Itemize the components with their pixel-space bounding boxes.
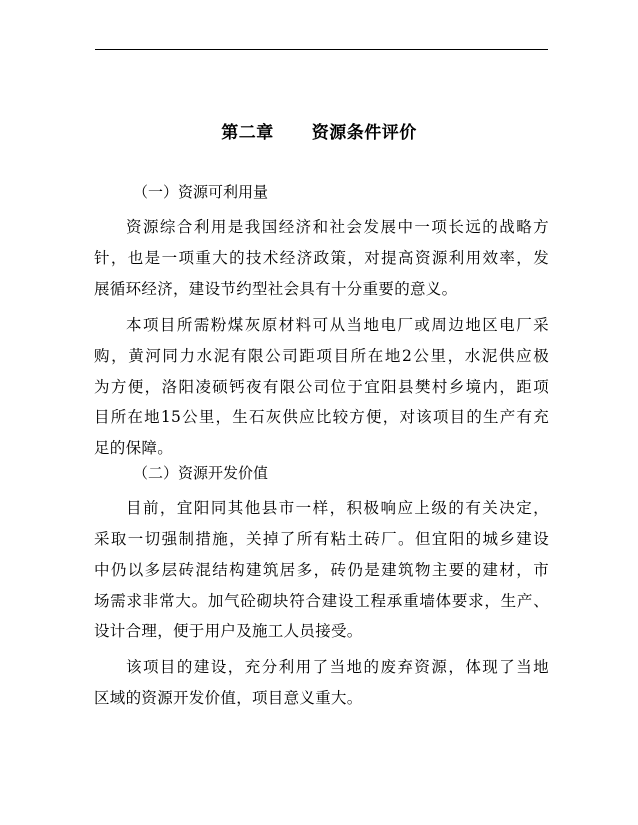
chapter-title [0,118,638,143]
paragraph-line: 购，黄河同力水泥有限公司距项目所在地2公里，水泥供应极 [94,347,549,365]
paragraph-line: 区域的资源开发价值，项目意义重大。 [94,689,363,707]
section-heading-resource-availability: （一）资源可利用量 [133,183,269,201]
chapter-number: 第二章 [221,123,274,143]
paragraph-line: 资源综合利用是我国经济和社会发展中一项长远的战略方 [126,218,549,236]
paragraph-line: 该项目的建设，充分利用了当地的废弃资源，体现了当地 [126,658,549,676]
paragraph-line: 足的保障。 [94,439,174,457]
paragraph-line: 场需求非常大。加气砼砌块符合建设工程承重墙体要求，生产、 [94,592,549,610]
paragraph-line: 展循环经济，建设节约型社会具有十分重要的意义。 [94,280,458,298]
paragraph-line: 采取一切强制措施，关掉了所有粘土砖厂。但宜阳的城乡建设 [94,530,549,548]
paragraph-line: 设计合理，便于用户及施工人员接受。 [94,622,363,640]
chapter-name: 资源条件评价 [311,123,417,143]
paragraph-line: 目前，宜阳同其他县市一样，积极响应上级的有关决定， [126,499,549,517]
header-rule [95,49,548,50]
paragraph-line: 本项目所需粉煤灰原材料可从当地电厂或周边地区电厂采 [126,316,549,334]
paragraph-line: 目所在地15公里，生石灰供应比较方便，对该项目的生产有充 [94,408,549,426]
paragraph-line: 中仍以多层砖混结构建筑居多，砖仍是建筑物主要的建材，市 [94,561,549,579]
paragraph-line: 针，也是一项重大的技术经济政策，对提高资源利用效率，发 [94,249,549,267]
paragraph-line: 为方便，洛阳凌硕钙夜有限公司位于宜阳县樊村乡境内，距项 [94,378,549,396]
section-heading-development-value: （二）资源开发价值 [133,464,269,482]
